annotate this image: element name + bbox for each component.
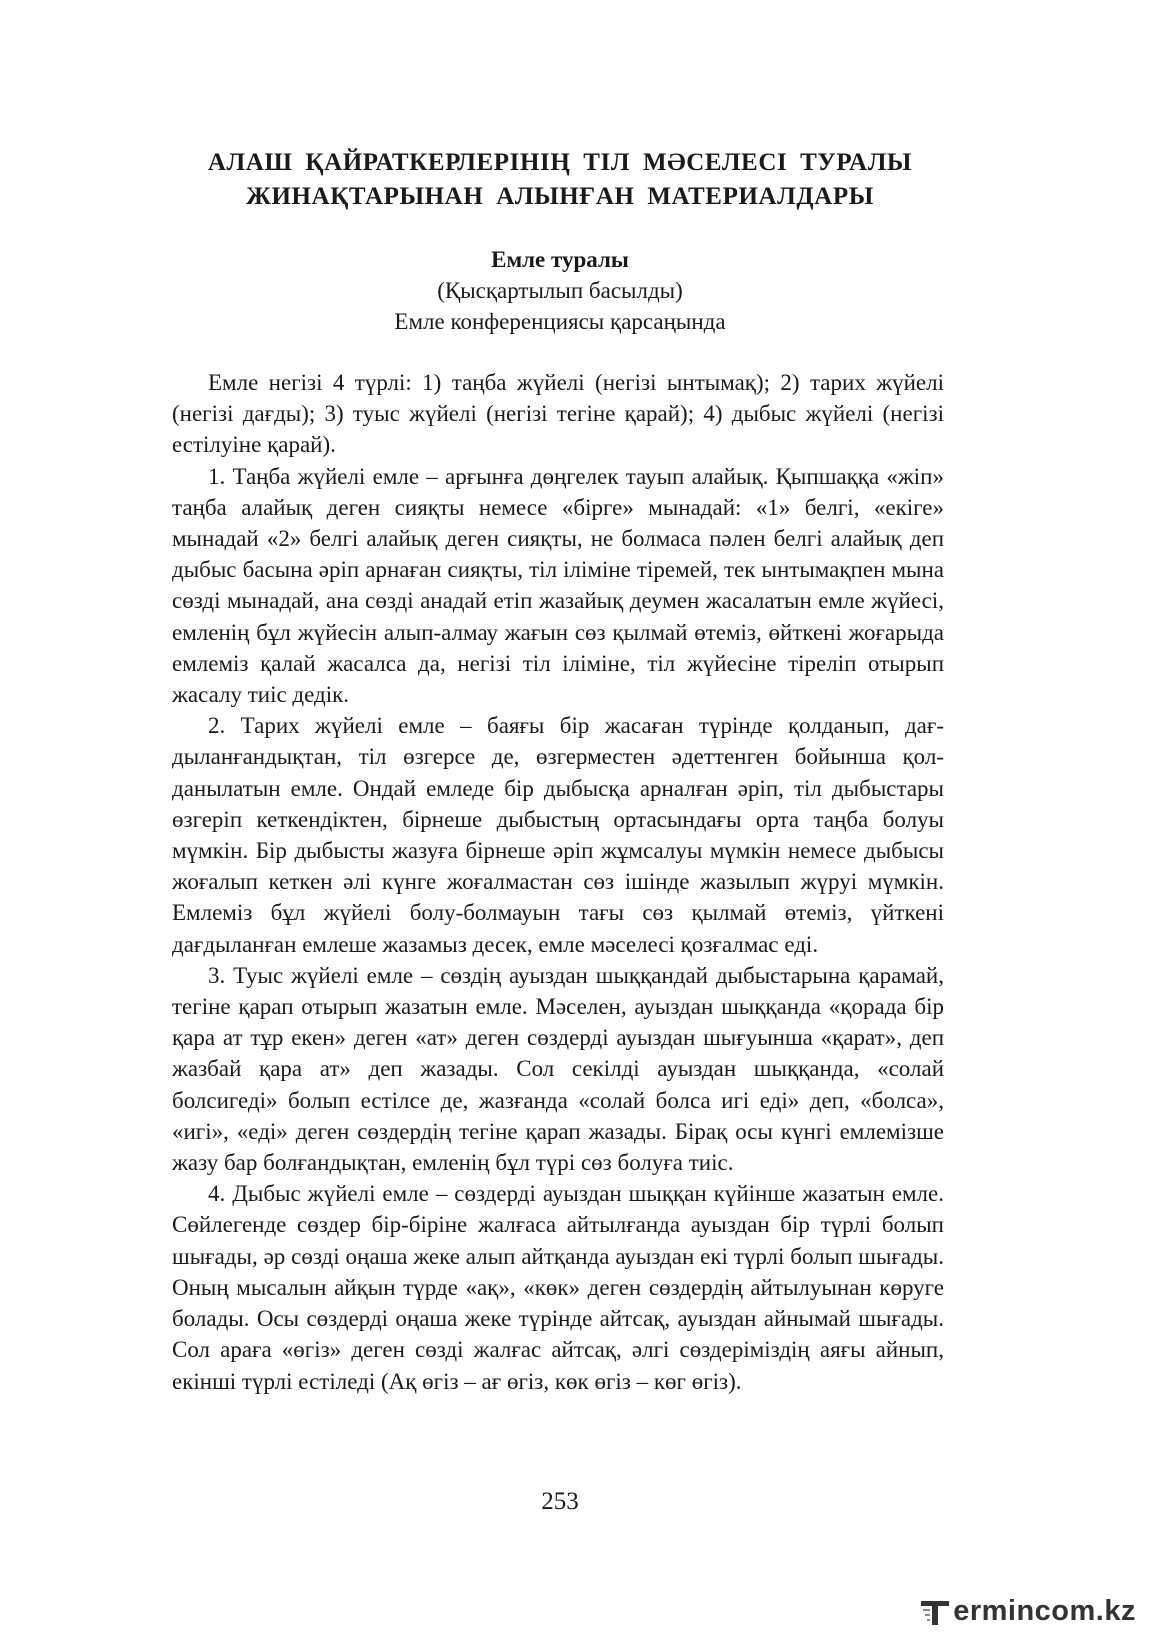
termincom-logo-icon — [919, 1597, 951, 1627]
title-line-2: ЖИНАҚТАРЫНАН АЛЫНҒАН МАТЕРИАЛДАРЫ — [246, 183, 874, 210]
paragraph-2: 2. Тарих жүйелі емле – баяғы бір жасаған түрінде қолданып, дағдыланғандықтан, тіл өзгерсе де, өзгерместен әдеттенген бойынша қолданылатын емле. Ондай емледе бір дыбысқа арналған әріп, тіл дыбыстары өзгеріп кеткендіктен, бірнеше дыбыстың ортасындағы орта таңба болуы мүмкін. Бір дыбысты жазуға бірнеше әріп жұмсалуы мүмкін немесе дыбысы жоғалып кеткен әлі күнге жоғалмастан сөз ішінде жазылып жүруі мүмкін. Емлеміз бұл жүйелі болу-болмауын тағы сөз қылмай өтеміз, үйткені дағдыланған емлеше жазамыз десек, емле мәселесі қозғалмас еді. — [172, 713, 944, 957]
paragraph-intro: Емле негізі 4 түрлі: 1) таңба жүйелі (негізі ынтымақ); 2) тарих жүйелі (негізі дағды); 3) туыс жүйелі (негізі тегіне қарай); 4) дыбыс жүйелі (негізі естілуіне қарай). — [172, 370, 944, 458]
watermark-text: ermincom.kz — [953, 1595, 1136, 1627]
section-header — [170, 244, 950, 337]
paragraph-4: 4. Дыбыс жүйелі емле – сөздерді ауыздан шыққан күйінше жазатын емле. Сөйлегенде сөздер бір-біріне жалғаса айтылғанда ауыздан бір түрлі болып шығады, әр сөзді оңаша жеке алып айтқанда ауыздан екі түрлі болып шығады. Оның мысалын айқын түрде «ақ», «көк» деген сөздердің айтылуынан көруге болады. Осы сөздерді оңаша жеке түрінде айтсақ, ауыздан айнымай шығады. Сол араға «өгіз» деген сөзді жалғас айтсақ, әлгі сөздеріміздің аяғы айнып, екінші түрлі естіледі (Ақ өгіз – ағ өгіз, көк өгіз – көг өгіз). — [172, 1181, 944, 1394]
section-subtitle: Емле конференциясы қарсаңында — [394, 309, 726, 334]
page-title — [170, 146, 950, 214]
body-text — [172, 367, 944, 1397]
paragraph-3: 3. Туыс жүйелі емле – сөздің ауыздан шыққандай дыбыстарына қарамай, тегіне қарап отырып жазатын емле. Мәселен, ауыздан шыққанда «қорада бір қара ат тұр екен» деген «ат» деген сөздерді ауыздан шығуынша «қарат», деп жазбай қара ат» деп жазады. Сол секілді ауыздан шыққанда, «солай болсигеді» болып естілсе де, жазғанда «солай болса игі еді» деп, «болса», «игі», «еді» деген сөздердің тегіне қарап жазады. Бірақ осы күнгі емлемізше жазу бар болғандықтан, емленің бұл түрі сөз болуға тиіс. — [172, 962, 944, 1176]
page-number: 253 — [541, 1488, 579, 1515]
section-note: (Қысқартылып басылды) — [437, 278, 683, 303]
title-line-1: АЛАШ ҚАЙРАТКЕРЛЕРІНІҢ ТІЛ МӘСЕЛЕСІ ТУРАЛЫ — [207, 149, 913, 176]
paragraph-1: 1. Таңба жүйелі емле – арғынға дөңгелек тауып алайық. Қыпшаққа «жіп» таңба алайық деген сияқты немесе «бірге» мынадай: «1» белгі, «екіге» мынадай «2» белгі алайық деген сияқты, не болмаса пәлен белгі алайық деп дыбыс басына әріп арнаған сияқты, тіл іліміне тіремей, тек ынтымақпен мына сөзді мынадай, ана сөзді анадай етіп жазайық деумен жасалатын емле жүйесі, емленің бұл жүйесін алып-алмау жағын сөз қылмай өтеміз, өйткені жоғарыда емлеміз қалай жасалса да, негізі тіл іліміне, тіл жүйесіне тіреліп отырып жасалу тиіс дедік. — [172, 463, 944, 708]
termincom-watermark — [919, 1595, 1136, 1628]
section-heading: Емле туралы — [491, 247, 629, 272]
